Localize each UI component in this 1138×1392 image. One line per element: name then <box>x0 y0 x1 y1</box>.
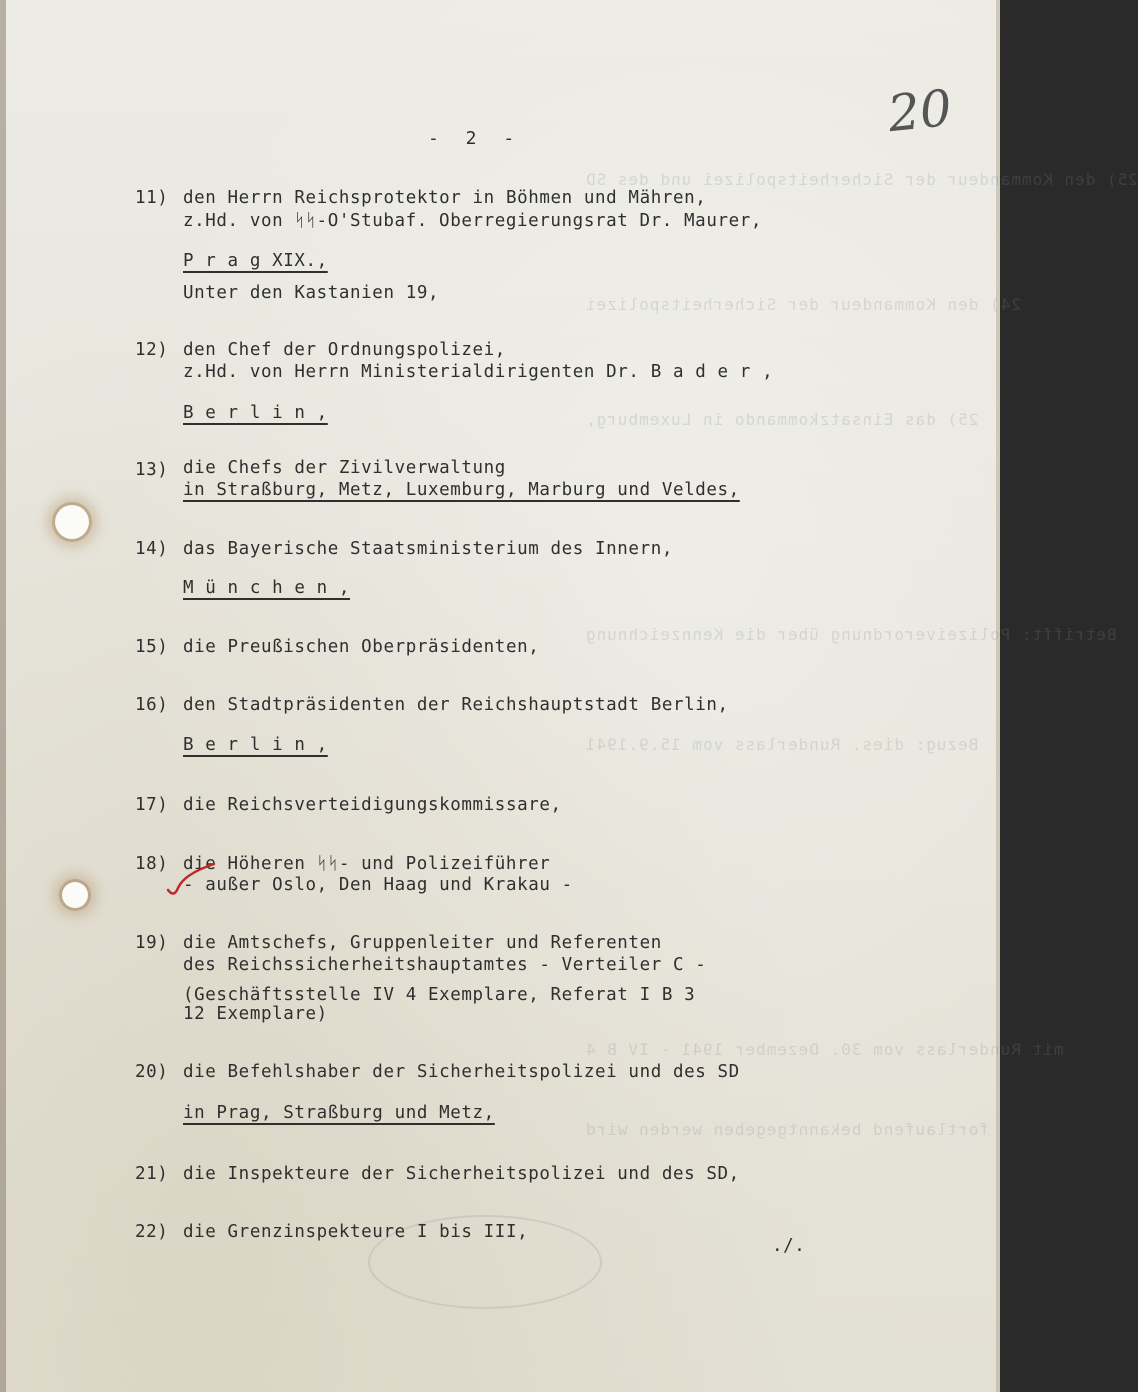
item-place: B e r l i n , <box>183 403 328 423</box>
item-line: die Inspekteure der Sicherheitspolizei und des SD, <box>183 1164 740 1184</box>
item-line: die Preußischen Oberpräsidenten, <box>183 637 540 657</box>
item-place: in Prag, Straßburg und Metz, <box>183 1103 495 1123</box>
item-line: die Grenzinspekteure I bis III, <box>183 1222 529 1242</box>
item-line: die Amtschefs, Gruppenleiter und Referenten <box>183 933 662 953</box>
item-line: den Chef der Ordnungspolizei, <box>183 340 506 360</box>
punch-hole <box>55 505 89 539</box>
item-place: B e r l i n , <box>183 735 328 755</box>
item-number: 11) <box>135 188 169 208</box>
item-line: z.Hd. von Herrn Ministerialdirigenten Dr. B a d e r , <box>183 362 774 382</box>
item-line: (Geschäftsstelle IV 4 Exemplare, Referat I B 3 <box>183 985 696 1005</box>
item-place: P r a g XIX., <box>183 251 328 271</box>
item-number: 22) <box>135 1222 169 1242</box>
item-line: in Straßburg, Metz, Luxemburg, Marburg und Veldes, <box>183 480 740 500</box>
item-line: die Chefs der Zivilverwaltung <box>183 458 506 478</box>
item-line: den Herrn Reichsprotektor in Böhmen und Mähren, <box>183 188 707 208</box>
item-number: 21) <box>135 1164 169 1184</box>
item-number: 19) <box>135 933 169 953</box>
paper-edge-right <box>996 0 1000 1392</box>
bleed-through: 25) das Einsatzkommando in Luxemburg, <box>585 410 979 429</box>
item-number: 20) <box>135 1062 169 1082</box>
red-pencil-mark <box>160 860 220 900</box>
continuation-mark: ./. <box>772 1236 806 1256</box>
item-line: 12 Exemplare) <box>183 1004 328 1024</box>
punch-hole <box>62 882 88 908</box>
item-number: 18) <box>135 854 169 874</box>
item-number: 15) <box>135 637 169 657</box>
bleed-through: Bezug: dies. Runderlass vom 15.9.1941 <box>585 735 979 754</box>
item-line: das Bayerische Staatsministerium des Innern, <box>183 539 673 559</box>
item-address: Unter den Kastanien 19, <box>183 283 440 303</box>
item-line: die Befehlshaber der Sicherheitspolizei und des SD <box>183 1062 740 1082</box>
bleed-through: fortlaufend bekanntgegeben werden wird <box>585 1120 990 1139</box>
item-line: - außer Oslo, Den Haag und Krakau - <box>183 875 573 895</box>
item-place: M ü n c h e n , <box>183 578 351 598</box>
item-number: 14) <box>135 539 169 559</box>
bleed-through: Betrifft: Polizeiverordnung über die Kennzeichnung <box>585 625 1117 644</box>
bleed-through: mit Runderlass vom 30. Dezember 1941 - IV B 4 <box>585 1040 1064 1059</box>
item-line: die Höheren ᛋᛋ- und Polizeiführer <box>183 854 551 874</box>
item-number: 16) <box>135 695 169 715</box>
bleed-through: 25) den Kommandeur der Sicherheitspolizei und des SD <box>585 170 1138 189</box>
page-number: - 2 - <box>428 128 523 149</box>
item-number: 13) <box>135 460 169 480</box>
item-line: die Reichsverteidigungskommissare, <box>183 795 562 815</box>
item-line: z.Hd. von ᛋᛋ-O'Stubaf. Oberregierungsrat Dr. Maurer, <box>183 211 762 231</box>
item-number: 12) <box>135 340 169 360</box>
item-line: des Reichssicherheitshauptamtes - Verteiler C - <box>183 955 707 975</box>
bleed-through: 24) den Kommandeur der Sicherheitspolizei <box>585 295 1021 314</box>
item-number: 17) <box>135 795 169 815</box>
item-line: den Stadtpräsidenten der Reichshauptstadt Berlin, <box>183 695 729 715</box>
folio-number: 20 <box>885 78 955 144</box>
paper-edge-left <box>0 0 6 1392</box>
